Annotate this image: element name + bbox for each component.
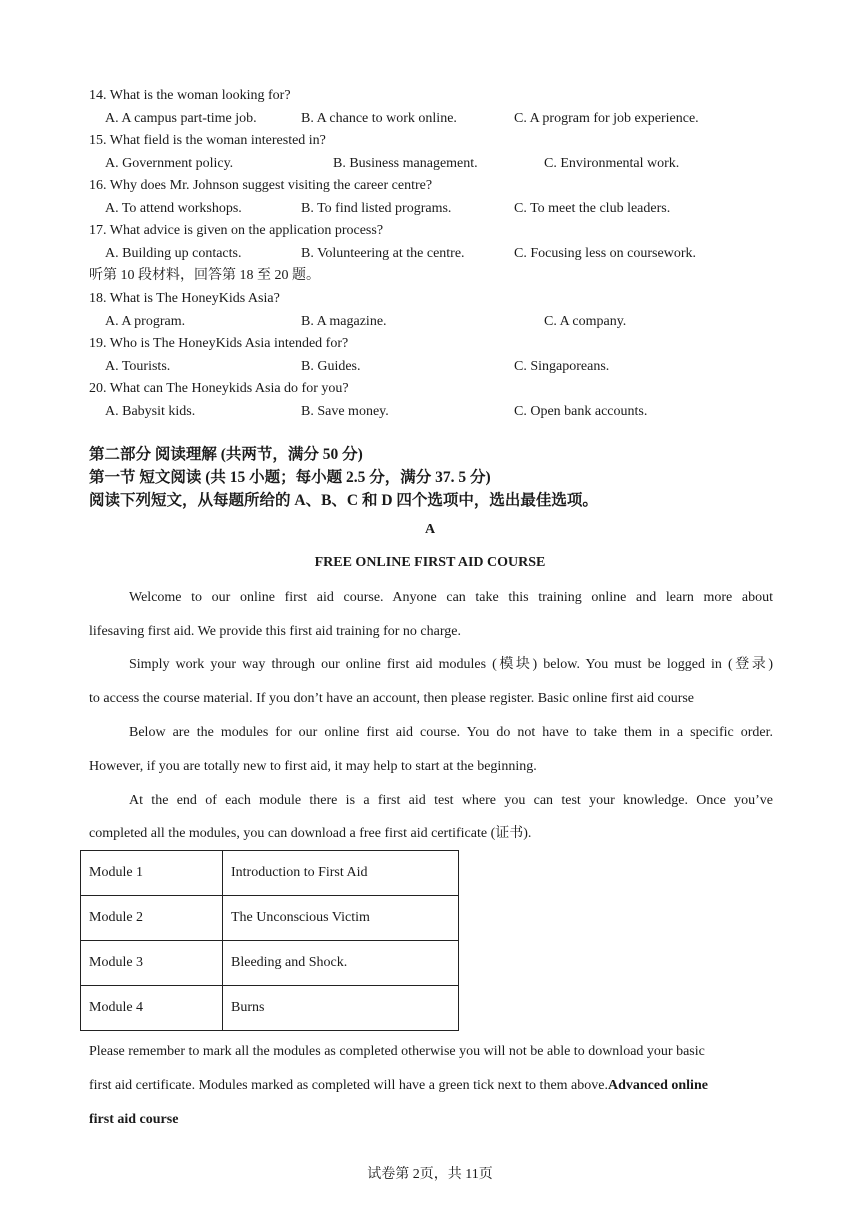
option-19a: A. Tourists. bbox=[105, 359, 171, 374]
option-18a: A. A program. bbox=[105, 314, 186, 329]
option-15b: B. Business management. bbox=[333, 156, 478, 171]
module-name: Module 3 bbox=[81, 941, 223, 986]
table-row bbox=[81, 851, 459, 896]
paragraph-5-text: first aid certificate. Modules marked as completed will have a green tick next to them above. bbox=[89, 1078, 608, 1093]
option-17b: B. Volunteering at the centre. bbox=[301, 246, 465, 261]
module-title: Bleeding and Shock. bbox=[223, 941, 459, 986]
question-19: 19. Who is The HoneyKids Asia intended for? bbox=[89, 336, 349, 351]
paragraph-1-line-1: Welcome to our online first aid course. Anyone can take this training online and learn more about bbox=[129, 590, 773, 605]
option-14c: C. A program for job experience. bbox=[514, 111, 699, 126]
paragraph-1-line-2: lifesaving first aid. We provide this first aid training for no charge. bbox=[89, 624, 461, 639]
paragraph-4-line-1: At the end of each module there is a first aid test where you can test your knowledge. Once you’ve bbox=[129, 793, 773, 808]
option-16a: A. To attend workshops. bbox=[105, 201, 242, 216]
option-18c: C. A company. bbox=[544, 314, 627, 329]
option-20c: C. Open bank accounts. bbox=[514, 404, 648, 419]
paragraph-5-line-1: Please remember to mark all the modules as completed otherwise you will not be able to download your basic bbox=[89, 1044, 705, 1059]
option-15a: A. Government policy. bbox=[105, 156, 234, 171]
option-15c: C. Environmental work. bbox=[544, 156, 680, 171]
module-name: Module 2 bbox=[81, 896, 223, 941]
table-row bbox=[81, 941, 459, 986]
option-17a: A. Building up contacts. bbox=[105, 246, 242, 261]
question-20: 20. What can The Honeykids Asia do for you? bbox=[89, 381, 349, 396]
reading-instruction: 阅读下列短文，从每题所给的 A、B、C 和 D 四个选项中，选出最佳选项。 bbox=[89, 492, 598, 509]
question-18: 18. What is The HoneyKids Asia? bbox=[89, 291, 280, 306]
module-name: Module 1 bbox=[81, 851, 223, 896]
option-16b: B. To find listed programs. bbox=[301, 201, 452, 216]
option-20a: A. Babysit kids. bbox=[105, 404, 196, 419]
paragraph-3-line-2: However, if you are totally new to first aid, it may help to start at the beginning. bbox=[89, 759, 537, 774]
paragraph-4-line-2: completed all the modules, you can download a free first aid certificate (证书). bbox=[89, 826, 532, 841]
option-19b: B. Guides. bbox=[301, 359, 361, 374]
option-14a: A. A campus part-time job. bbox=[105, 111, 257, 126]
module-name: Module 4 bbox=[81, 986, 223, 1031]
question-16: 16. Why does Mr. Johnson suggest visiting the career centre? bbox=[89, 178, 433, 193]
paragraph-2-line-2: to access the course material. If you don’t have an account, then please register. Basic online first aid course bbox=[89, 691, 695, 706]
passage-letter: A bbox=[424, 522, 436, 537]
table-row bbox=[81, 986, 459, 1031]
option-17c: C. Focusing less on coursework. bbox=[514, 246, 696, 261]
table-row bbox=[81, 896, 459, 941]
option-14b: B. A chance to work online. bbox=[301, 111, 457, 126]
advanced-course-heading: Advanced online bbox=[607, 1078, 708, 1093]
option-18b: B. A magazine. bbox=[301, 314, 387, 329]
option-20b: B. Save money. bbox=[301, 404, 389, 419]
listen-instruction: 听第 10 段材料，回答第 18 至 20 题。 bbox=[89, 268, 320, 283]
question-17: 17. What advice is given on the application process? bbox=[89, 223, 384, 238]
option-19c: C. Singaporeans. bbox=[514, 359, 610, 374]
paragraph-5-line-2 bbox=[89, 1077, 773, 1095]
option-16c: C. To meet the club leaders. bbox=[514, 201, 671, 216]
advanced-course-heading-cont: first aid course bbox=[89, 1112, 179, 1127]
section1-heading: 第一节 短文阅读 (共 15 小题；每小题 2.5 分，满分 37. 5 分) bbox=[89, 469, 491, 486]
passage-title: FREE ONLINE FIRST AID COURSE bbox=[314, 555, 546, 570]
question-15: 15. What field is the woman interested in? bbox=[89, 133, 326, 148]
question-14: 14. What is the woman looking for? bbox=[89, 88, 291, 103]
module-title: Introduction to First Aid bbox=[223, 851, 459, 896]
module-title: Burns bbox=[223, 986, 459, 1031]
part2-heading: 第二部分 阅读理解 (共两节，满分 50 分) bbox=[89, 446, 363, 463]
paragraph-2-line-1: Simply work your way through our online first aid modules (模块) below. You must be logged in (登录) bbox=[129, 657, 773, 672]
module-title: The Unconscious Victim bbox=[223, 896, 459, 941]
paragraph-3-line-1: Below are the modules for our online first aid course. You do not have to take them in a specific order. bbox=[129, 725, 773, 740]
page-footer: 试卷第 2页，共 11页 bbox=[367, 1167, 493, 1182]
modules-table bbox=[80, 850, 459, 1031]
